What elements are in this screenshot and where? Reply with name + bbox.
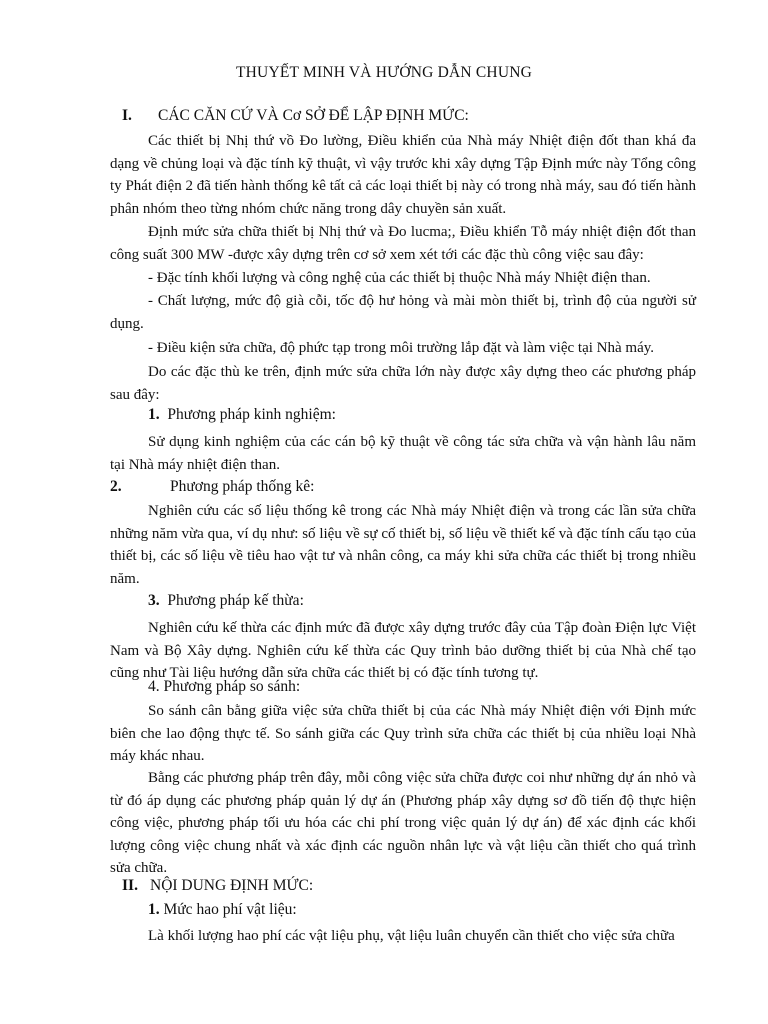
subsection-1-number: 1. — [148, 901, 160, 918]
method-1-text: Sử dụng kinh nghiệm của các cán bộ kỹ thuật về công tác sửa chữa và vận hành lâu năm tại Nhà máy nhiệt điện than. — [110, 434, 696, 473]
method-2-heading — [110, 478, 314, 496]
section-1-label: CÁC CĂN CỨ VÀ Cơ SỞ ĐỂ LẬP ĐỊNH MỨC: — [158, 107, 469, 124]
bullet-item-2: - Chất lượng, mức độ già cỗi, tốc độ hư hỏng và mài mòn thiết bị, trình độ của người sử dụng. — [110, 293, 696, 332]
section-1-paragraph-3: Do các đặc thù ke trên, định mức sửa chữa lớn này được xây dựng theo các phương pháp sau đây: — [110, 364, 696, 403]
section-1-heading — [122, 107, 469, 125]
bullet-item-1: - Đặc tính khối lượng và công nghệ của các thiết bị thuộc Nhà máy Nhiệt điện than. — [148, 270, 651, 286]
section-2-number: II. — [122, 877, 138, 894]
method-2-text: Nghiên cứu các số liệu thống kê trong các Nhà máy Nhiệt điện và trong các lần sửa chữa những năm vừa qua, ví dụ như: số liệu về sự cố thiết bị, số liệu về thiết kế và đặc tính cấu tạo của thiết bị, các số liệu về tiêu hao vật tư và nhân công, ca máy khi sửa chữa các thiết bị trong nhiều năm. — [110, 503, 696, 587]
method-1-number: 1. — [148, 406, 160, 423]
bullet-item-3: - Điều kiện sửa chữa, độ phức tạp trong môi trường lắp đặt và làm việc tại Nhà máy. — [148, 340, 655, 356]
section-1-paragraph-2: Định mức sửa chữa thiết bị Nhị thứ và Đo lucma;, Điều khiển Tỗ máy nhiệt điện đốt than công suất 300 MW -được xây dựng trên cơ sở xem xét tới các đặc thù công việc sau đây: — [110, 224, 696, 263]
method-3-text: Nghiên cứu kế thừa các định mức đã được xây dựng trước đây của Tập đoàn Điện lực Việt Nam và Bộ Xây dựng. Nghiên cứu kế thừa các Quy trình bảo dưỡng thiết bị của Nhà chế tạo cũng như Tài liệu hướng dẫn sửa chữa các thiết bị có đặc tính tương tự. — [110, 620, 696, 682]
section-1-paragraph-1: Các thiết bị Nhị thứ vồ Đo lường, Điều khiển của Nhà máy Nhiệt điện đốt than khá đa dạng về chủng loại và đặc tính kỹ thuật, vì vậy trước khi xây dựng Tập Định mức này Tổng công ty Phát điện 2 đã tiến hành thống kê tất cả các loại thiết bị này có trong nhà máy, sau đó tiến hành phân nhóm theo từng nhóm chức năng trong dây chuyền sản xuất. — [110, 133, 696, 217]
method-3-label: Phương pháp kế thừa: — [167, 592, 304, 609]
section-1-number: I. — [122, 107, 132, 124]
subsection-1-label: Mức hao phí vật liệu: — [163, 901, 297, 918]
method-3-heading — [148, 592, 304, 610]
subsection-1-heading — [148, 901, 297, 919]
section-1-paragraph-4: Bằng các phương pháp trên đây, mỗi công việc sửa chữa được coi như những dự án nhỏ và từ đó áp dụng các phương pháp quản lý dự án (Phương pháp xây dựng sơ đồ tiến độ thực hiện công việc, phương pháp tối ưu hóa các chi phí trong việc quản lý dự án) để xác định các khối lượng công việc chung nhất và xác định các nguồn nhân lực và vật liệu cần thiết cho quá trình sửa chữa. — [110, 770, 696, 877]
section-2-label: NỘI DUNG ĐỊNH MỨC: — [150, 877, 314, 894]
method-4-heading: 4. Phương pháp so sánh: — [148, 678, 301, 695]
method-1-heading — [148, 406, 336, 424]
method-2-label: Phương pháp thống kê: — [170, 478, 315, 495]
document-title: THUYẾT MINH VÀ HƯỚNG DẪN CHUNG — [235, 64, 532, 81]
method-1-label: Phương pháp kinh nghiệm: — [167, 406, 336, 423]
subsection-1-text: Là khối lượng hao phí các vật liệu phụ, vật liệu luân chuyển cần thiết cho việc sửa chữa — [148, 928, 675, 944]
section-2-heading — [122, 877, 313, 895]
method-3-number: 3. — [148, 592, 160, 609]
method-2-number: 2. — [110, 478, 122, 495]
method-4-text: So sánh cân bằng giữa việc sửa chữa thiết bị của các Nhà máy Nhiệt điện với Định mức biên che lao động thực tế. So sánh giữa các Quy trình sửa chữa các thiết bị của nhiều loại Nhà máy khác nhau. — [110, 703, 696, 765]
